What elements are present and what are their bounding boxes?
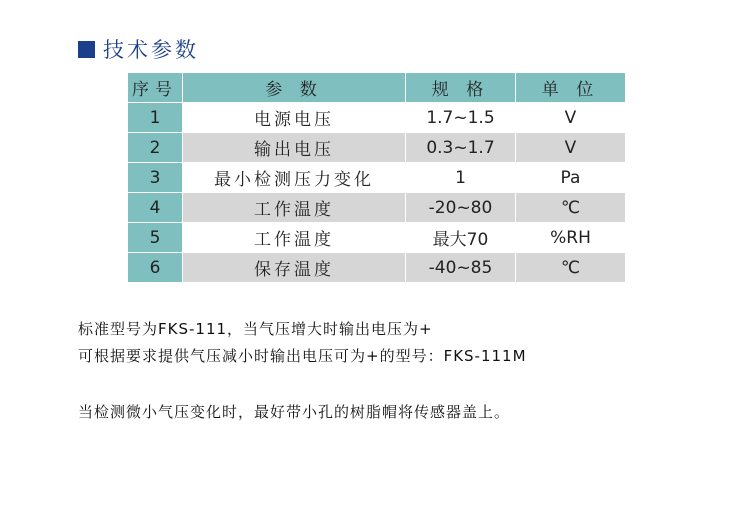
table-row [128,163,626,193]
note-custom-model: 可根据要求提供气压减小时输出电压可为+的型号：FKS-111M [78,347,527,365]
table-row [128,133,626,163]
note-resin-cap: 当检测微小气压变化时，最好带小孔的树脂帽将传感器盖上。 [78,403,511,421]
row-index: 1 [128,103,183,133]
row-param: 工作温度 [183,223,406,253]
table-row [128,223,626,253]
section-heading [78,36,199,62]
header-param: 参 数 [183,73,406,103]
section-title: 技术参数 [103,38,199,62]
row-unit: ℃ [516,193,626,223]
row-spec: 1.7~1.5 [406,103,516,133]
row-spec: 最大70 [406,223,516,253]
row-index: 5 [128,223,183,253]
row-param: 最小检测压力变化 [183,163,406,193]
row-index: 3 [128,163,183,193]
spec-table [127,72,626,283]
row-index: 2 [128,133,183,163]
row-param: 工作温度 [183,193,406,223]
table-row [128,193,626,223]
row-spec: -40~85 [406,253,516,283]
table-header-row [128,73,626,103]
header-spec: 规 格 [406,73,516,103]
row-param: 输出电压 [183,133,406,163]
table-row [128,253,626,283]
row-param: 电源电压 [183,103,406,133]
row-unit: V [516,133,626,163]
row-unit: ℃ [516,253,626,283]
row-unit: V [516,103,626,133]
row-spec: 0.3~1.7 [406,133,516,163]
row-index: 4 [128,193,183,223]
note-standard-model: 标准型号为FKS-111，当气压增大时输出电压为+ [78,320,433,338]
header-unit: 单 位 [516,73,626,103]
row-spec: 1 [406,163,516,193]
row-spec: -20~80 [406,193,516,223]
table-row [128,103,626,133]
row-param: 保存温度 [183,253,406,283]
heading-square-icon [78,41,95,58]
row-unit: %RH [516,223,626,253]
row-unit: Pa [516,163,626,193]
header-index: 序号 [128,73,183,103]
row-index: 6 [128,253,183,283]
